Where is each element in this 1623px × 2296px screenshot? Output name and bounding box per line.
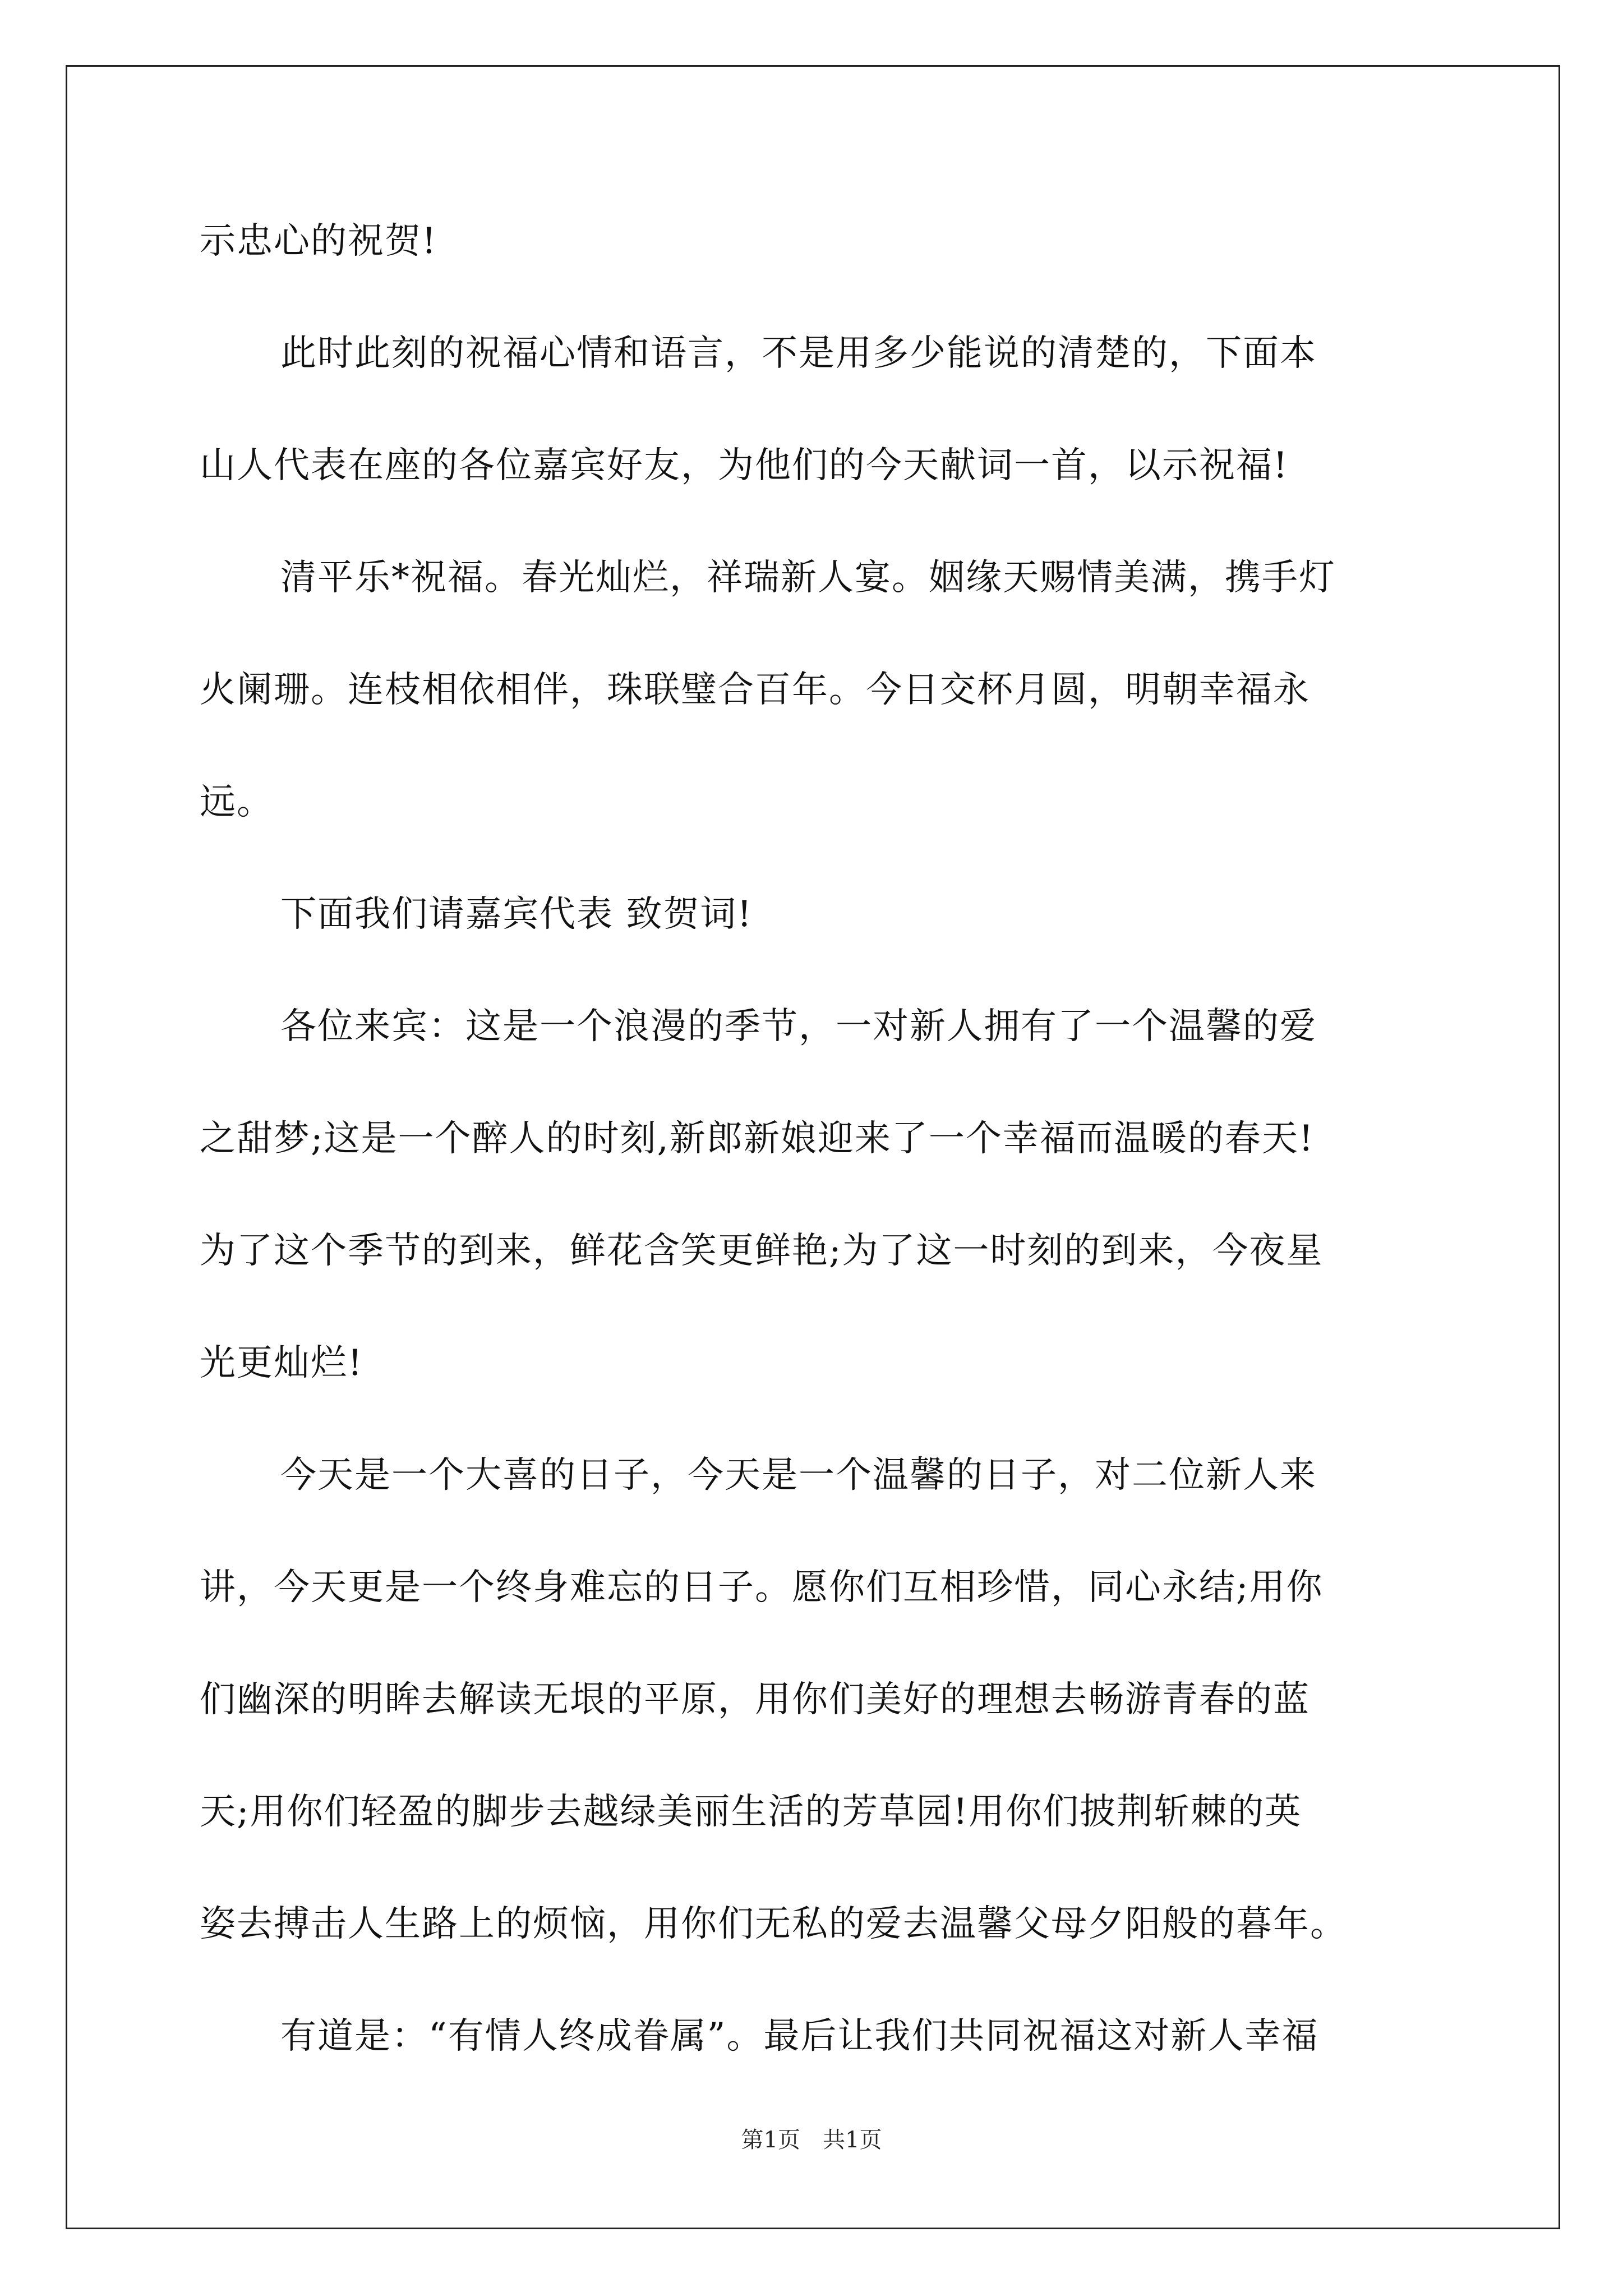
text-line: 远。 xyxy=(200,781,274,823)
text-line: 光更灿烂! xyxy=(200,1342,363,1384)
page-number-footer: 第1页 共1页 xyxy=(741,2127,882,2153)
text-line: 之甜梦;这是一个醉人的时刻,新郎新娘迎来了一个幸福而温暖的春天! xyxy=(200,1118,1315,1159)
text-line: 各位来宾：这是一个浪漫的季节，一对新人拥有了一个温馨的爱 xyxy=(280,1006,1317,1047)
text-line: 火阑珊。连枝相依相伴，珠联璧合百年。今日交杯月圆，明朝幸福永 xyxy=(200,669,1310,711)
text-line: 示忠心的祝贺! xyxy=(200,220,437,262)
text-line: 讲，今天更是一个终身难忘的日子。愿你们互相珍惜，同心永结;用你 xyxy=(200,1567,1324,1608)
text-line: 此时此刻的祝福心情和语言，不是用多少能说的清楚的，下面本 xyxy=(280,333,1317,374)
text-line: 有道是：“有情人终成眷属”。最后让我们共同祝福这对新人幸福 xyxy=(280,2016,1319,2057)
text-line: 姿去搏击人生路上的烦恼，用你们无私的爱去温馨父母夕阳般的暮年。 xyxy=(200,1903,1347,1945)
text-line: 们幽深的明眸去解读无垠的平原，用你们美好的理想去畅游青春的蓝 xyxy=(200,1679,1310,1720)
text-line: 天;用你们轻盈的脚步去越绿美丽生活的芳草园!用你们披荆斩棘的英 xyxy=(200,1791,1302,1833)
text-line: 清平乐*祝福。春光灿烂，祥瑞新人宴。姻缘天赐情美满，携手灯 xyxy=(280,557,1336,599)
text-line: 下面我们请嘉宾代表 致贺词! xyxy=(280,894,753,935)
text-line: 山人代表在座的各位嘉宾好友，为他们的今天献词一首，以示祝福! xyxy=(200,445,1289,486)
text-line: 今天是一个大喜的日子，今天是一个温馨的日子，对二位新人来 xyxy=(280,1455,1317,1496)
text-line: 为了这个季节的到来，鲜花含笑更鲜艳;为了这一时刻的到来，今夜星 xyxy=(200,1230,1324,1272)
